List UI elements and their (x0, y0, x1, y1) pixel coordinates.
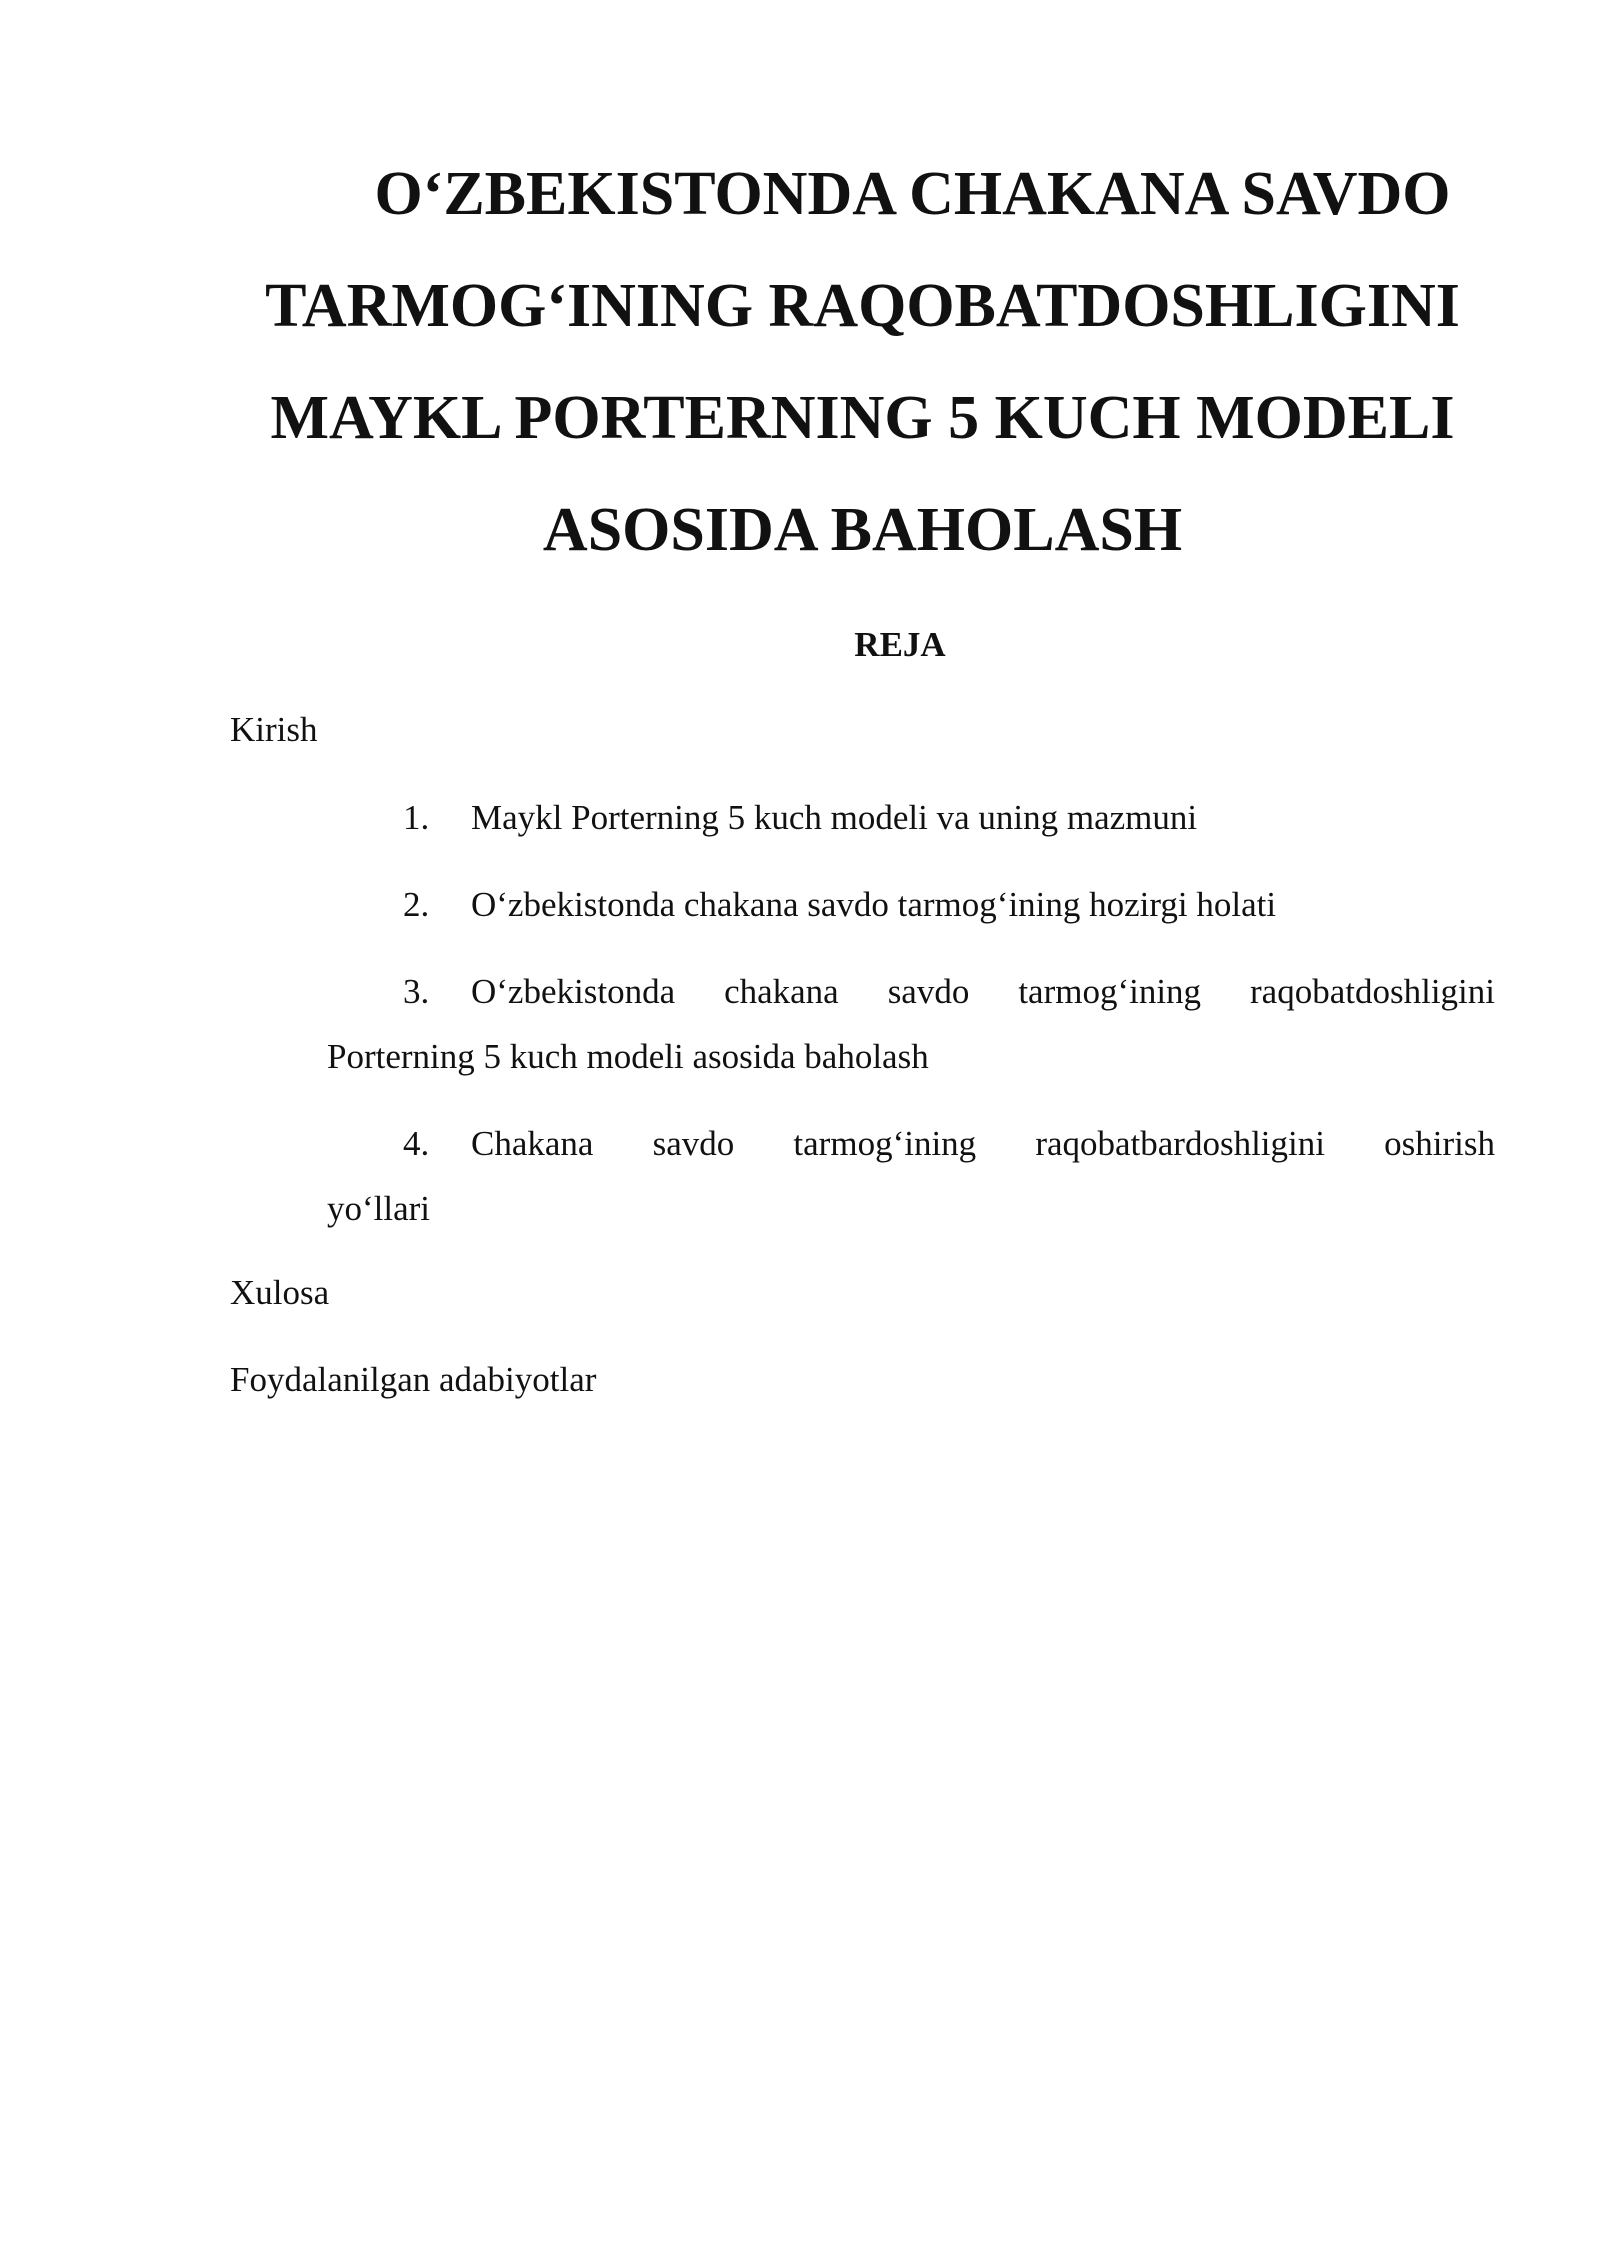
plan-item-continuation: Porterning 5 kuch modeli asosida baholash (327, 1037, 929, 1076)
title-line: MAYKL PORTERNING 5 KUCH MODELI (270, 384, 1455, 452)
plan-item-continuation: yo‘llari (327, 1189, 431, 1228)
title-line: O‘ZBEKISTONDA CHAKANA SAVDO (374, 160, 1451, 228)
title-line: TARMOG‘INING RAQOBATDOSHLIGINI (265, 272, 1460, 340)
plan-item-text: O‘zbekistonda chakana savdo tarmog‘ining raqobatdoshligini (471, 972, 1495, 1011)
plan-item-2 (330, 872, 1495, 937)
plan-item-text: Chakana savdo tarmog‘ining raqobatbardoshligini oshirish (471, 1124, 1495, 1163)
document-title (230, 138, 1495, 586)
plan-item-3 (327, 959, 1495, 1089)
plan-item-text: O‘zbekistonda chakana savdo tarmog‘ining hozirgi holati (471, 885, 1277, 924)
intro-entry: Kirish (230, 710, 318, 749)
plan-item-number: 1. (403, 798, 430, 837)
plan-item-number: 3. (403, 972, 430, 1011)
plan-item-text: Maykl Porterning 5 kuch modeli va uning mazmuni (471, 798, 1198, 837)
plan-heading: REJA (854, 625, 946, 664)
plan-item-number: 2. (403, 885, 430, 924)
conclusion-entry: Xulosa (230, 1273, 330, 1312)
plan-item-number: 4. (403, 1124, 430, 1163)
plan-item-4 (327, 1111, 1495, 1241)
plan-item-1 (330, 785, 1495, 850)
title-line: ASOSIDA BAHOLASH (542, 496, 1183, 564)
references-entry: Foydalanilgan adabiyotlar (230, 1360, 597, 1399)
